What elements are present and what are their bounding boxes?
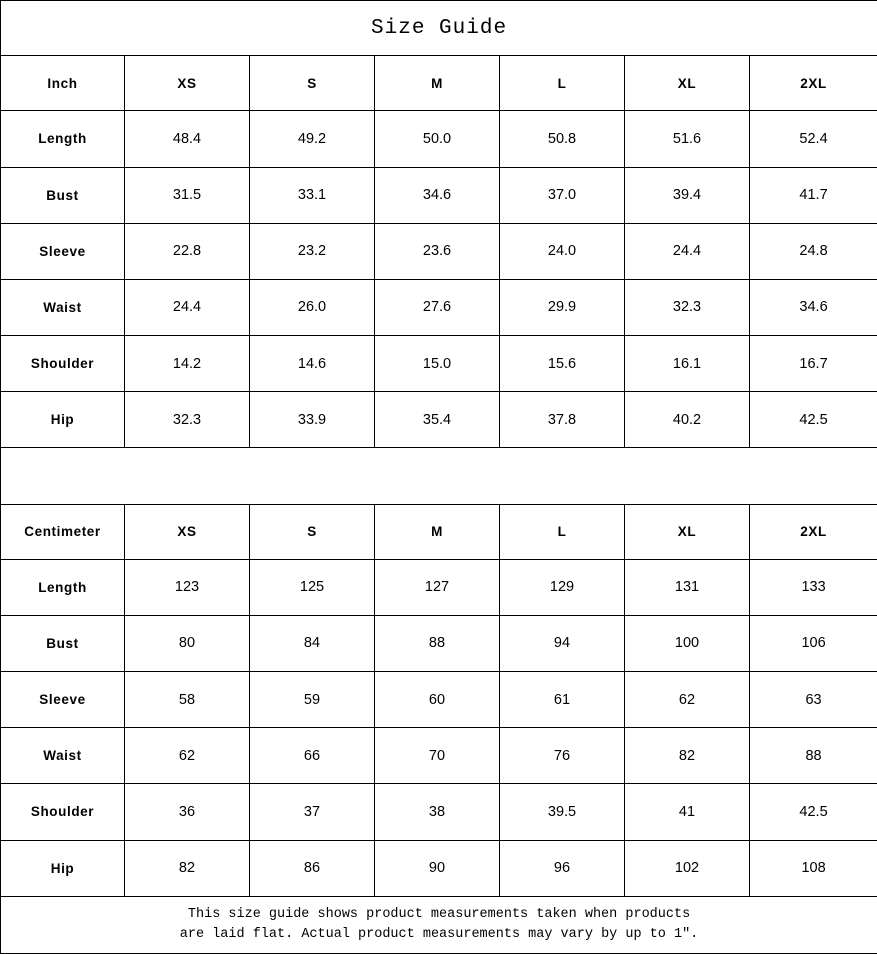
table-row-cm-hip bbox=[1, 840, 877, 896]
measurement-value: 35.4 bbox=[375, 392, 500, 448]
cm-header-row bbox=[1, 504, 877, 559]
measurement-value: 59 bbox=[250, 672, 375, 728]
size-header-l: L bbox=[500, 504, 625, 559]
cm-unit-header: Centimeter bbox=[1, 504, 125, 559]
footer-note-line1: This size guide shows product measurements taken when products bbox=[187, 906, 691, 922]
measurement-value: 108 bbox=[750, 840, 877, 896]
inch-unit-header: Inch bbox=[1, 56, 125, 111]
measurement-value: 51.6 bbox=[625, 111, 750, 167]
measurement-value: 100 bbox=[625, 615, 750, 671]
table-row-cm-bust bbox=[1, 615, 877, 671]
spacer-row bbox=[1, 448, 877, 504]
measurement-label: Length bbox=[1, 559, 125, 615]
size-header-xl: XL bbox=[625, 504, 750, 559]
measurement-label: Shoulder bbox=[1, 784, 125, 840]
measurement-value: 34.6 bbox=[750, 279, 877, 335]
measurement-label: Waist bbox=[1, 728, 125, 784]
measurement-value: 24.4 bbox=[125, 279, 250, 335]
measurement-value: 62 bbox=[125, 728, 250, 784]
table-row-inch-sleeve bbox=[1, 223, 877, 279]
measurement-value: 133 bbox=[750, 559, 877, 615]
measurement-value: 42.5 bbox=[750, 392, 877, 448]
table-row-cm-waist bbox=[1, 728, 877, 784]
size-header-2xl: 2XL bbox=[750, 504, 877, 559]
measurement-value: 16.1 bbox=[625, 336, 750, 392]
measurement-value: 26.0 bbox=[250, 279, 375, 335]
measurement-value: 84 bbox=[250, 615, 375, 671]
measurement-value: 33.9 bbox=[250, 392, 375, 448]
size-header-xs: XS bbox=[125, 56, 250, 111]
measurement-value: 39.5 bbox=[500, 784, 625, 840]
measurement-value: 42.5 bbox=[750, 784, 877, 840]
measurement-value: 15.0 bbox=[375, 336, 500, 392]
measurement-value: 86 bbox=[250, 840, 375, 896]
measurement-value: 22.8 bbox=[125, 223, 250, 279]
table-row-inch-length bbox=[1, 111, 877, 167]
measurement-value: 37.0 bbox=[500, 167, 625, 223]
measurement-label: Bust bbox=[1, 615, 125, 671]
measurement-value: 61 bbox=[500, 672, 625, 728]
size-header-xs: XS bbox=[125, 504, 250, 559]
table-row-cm-sleeve bbox=[1, 672, 877, 728]
measurement-value: 36 bbox=[125, 784, 250, 840]
measurement-value: 80 bbox=[125, 615, 250, 671]
size-header-s: S bbox=[250, 56, 375, 111]
measurement-label: Length bbox=[1, 111, 125, 167]
measurement-label: Waist bbox=[1, 279, 125, 335]
measurement-label: Bust bbox=[1, 167, 125, 223]
measurement-value: 34.6 bbox=[375, 167, 500, 223]
size-header-xl: XL bbox=[625, 56, 750, 111]
measurement-value: 76 bbox=[500, 728, 625, 784]
measurement-value: 60 bbox=[375, 672, 500, 728]
spacer-cell bbox=[1, 448, 877, 504]
size-header-m: M bbox=[375, 56, 500, 111]
measurement-value: 41.7 bbox=[750, 167, 877, 223]
measurement-value: 52.4 bbox=[750, 111, 877, 167]
measurement-value: 48.4 bbox=[125, 111, 250, 167]
measurement-value: 90 bbox=[375, 840, 500, 896]
measurement-value: 31.5 bbox=[125, 167, 250, 223]
measurement-value: 94 bbox=[500, 615, 625, 671]
measurement-value: 102 bbox=[625, 840, 750, 896]
measurement-value: 131 bbox=[625, 559, 750, 615]
measurement-value: 49.2 bbox=[250, 111, 375, 167]
size-header-2xl: 2XL bbox=[750, 56, 877, 111]
inch-header-row bbox=[1, 56, 877, 111]
measurement-value: 106 bbox=[750, 615, 877, 671]
measurement-value: 129 bbox=[500, 559, 625, 615]
measurement-value: 123 bbox=[125, 559, 250, 615]
measurement-value: 96 bbox=[500, 840, 625, 896]
measurement-value: 15.6 bbox=[500, 336, 625, 392]
table-row-inch-waist bbox=[1, 279, 877, 335]
measurement-value: 125 bbox=[250, 559, 375, 615]
footer-note-line2: are laid flat. Actual product measurements may vary by up to 1″. bbox=[179, 926, 699, 942]
measurement-value: 23.6 bbox=[375, 223, 500, 279]
title-row bbox=[1, 1, 877, 56]
table-row-cm-shoulder bbox=[1, 784, 877, 840]
footer-row bbox=[1, 896, 877, 953]
measurement-label: Sleeve bbox=[1, 672, 125, 728]
measurement-value: 82 bbox=[125, 840, 250, 896]
size-header-m: M bbox=[375, 504, 500, 559]
measurement-value: 32.3 bbox=[625, 279, 750, 335]
measurement-value: 14.6 bbox=[250, 336, 375, 392]
measurement-value: 24.4 bbox=[625, 223, 750, 279]
measurement-value: 37 bbox=[250, 784, 375, 840]
table-row-inch-shoulder bbox=[1, 336, 877, 392]
measurement-label: Shoulder bbox=[1, 336, 125, 392]
measurement-value: 29.9 bbox=[500, 279, 625, 335]
table-row-inch-bust bbox=[1, 167, 877, 223]
table-row-cm-length bbox=[1, 559, 877, 615]
measurement-value: 62 bbox=[625, 672, 750, 728]
measurement-value: 127 bbox=[375, 559, 500, 615]
measurement-value: 27.6 bbox=[375, 279, 500, 335]
measurement-value: 32.3 bbox=[125, 392, 250, 448]
measurement-value: 23.2 bbox=[250, 223, 375, 279]
measurement-value: 16.7 bbox=[750, 336, 877, 392]
footer-note bbox=[1, 896, 877, 953]
measurement-value: 58 bbox=[125, 672, 250, 728]
size-header-l: L bbox=[500, 56, 625, 111]
measurement-value: 66 bbox=[250, 728, 375, 784]
measurement-value: 24.8 bbox=[750, 223, 877, 279]
measurement-value: 88 bbox=[375, 615, 500, 671]
measurement-label: Hip bbox=[1, 392, 125, 448]
measurement-value: 37.8 bbox=[500, 392, 625, 448]
measurement-label: Sleeve bbox=[1, 223, 125, 279]
measurement-value: 14.2 bbox=[125, 336, 250, 392]
measurement-value: 24.0 bbox=[500, 223, 625, 279]
size-header-s: S bbox=[250, 504, 375, 559]
measurement-value: 40.2 bbox=[625, 392, 750, 448]
measurement-value: 50.0 bbox=[375, 111, 500, 167]
measurement-value: 33.1 bbox=[250, 167, 375, 223]
page-title: Size Guide bbox=[1, 1, 877, 56]
measurement-value: 70 bbox=[375, 728, 500, 784]
measurement-value: 41 bbox=[625, 784, 750, 840]
measurement-label: Hip bbox=[1, 840, 125, 896]
table-row-inch-hip bbox=[1, 392, 877, 448]
measurement-value: 38 bbox=[375, 784, 500, 840]
measurement-value: 39.4 bbox=[625, 167, 750, 223]
measurement-value: 50.8 bbox=[500, 111, 625, 167]
measurement-value: 82 bbox=[625, 728, 750, 784]
measurement-value: 63 bbox=[750, 672, 877, 728]
measurement-value: 88 bbox=[750, 728, 877, 784]
